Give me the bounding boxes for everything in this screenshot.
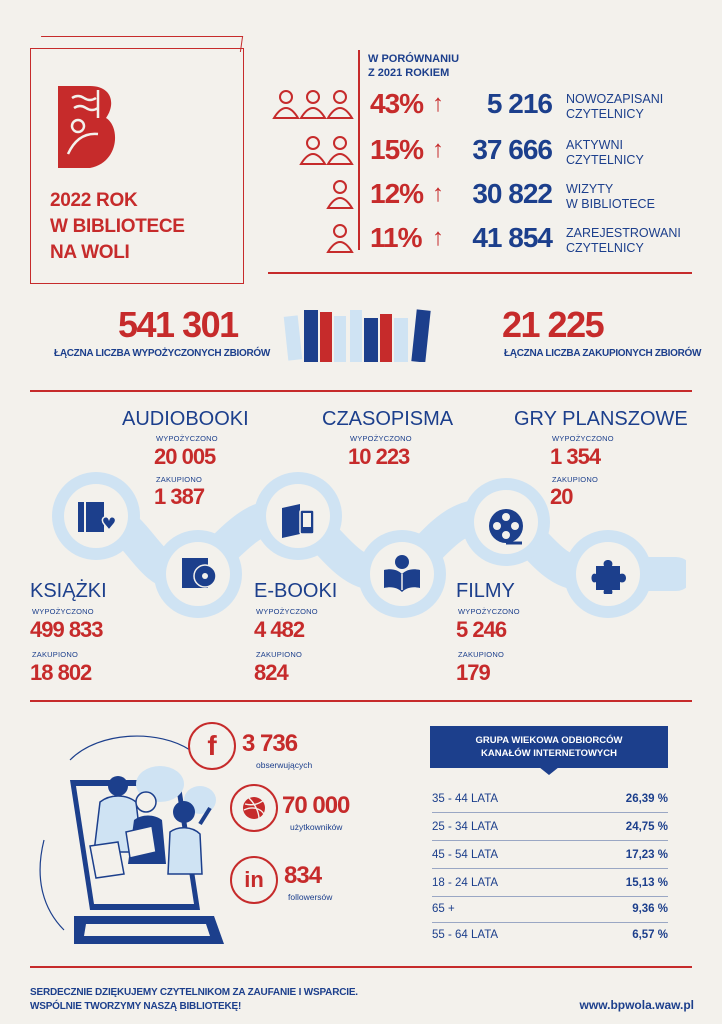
dribbble-users-value: 70 000 bbox=[282, 792, 350, 819]
footer-thanks bbox=[30, 986, 358, 1014]
category-title-board-games: GRY PLANSZOWE bbox=[514, 408, 688, 430]
category-title-films: FILMY bbox=[456, 580, 515, 602]
arrow-up-icon: ↑ bbox=[432, 136, 444, 163]
age-group: 55 - 64 LATA bbox=[432, 929, 499, 941]
comparison-percent: 12% bbox=[370, 178, 424, 209]
ebooks-borrowed-value: 4 482 bbox=[254, 617, 305, 642]
comparison-label-line: CZYTELNICY bbox=[566, 107, 644, 121]
magazines-borrowed-value: 10 223 bbox=[348, 444, 410, 469]
comparison-label-line: WIZYTY bbox=[566, 182, 614, 196]
age-group: 18 - 24 LATA bbox=[432, 877, 499, 889]
borrowed-label: WYPOŻYCZONO bbox=[256, 607, 318, 616]
age-table-heading bbox=[430, 726, 668, 768]
facebook-followers-value: 3 736 bbox=[242, 730, 298, 757]
table-row bbox=[432, 842, 668, 869]
category-chain bbox=[36, 470, 686, 620]
comparison-label bbox=[566, 138, 706, 168]
purchased-label: ZAKUPIONO bbox=[156, 475, 202, 484]
linkedin-badge[interactable] bbox=[230, 856, 278, 904]
comparison-value: 41 854 bbox=[472, 222, 552, 253]
purchased-label: ZAKUPIONO bbox=[256, 650, 302, 659]
linkedin-followers-label: followersów bbox=[288, 892, 333, 902]
age-group: 65 + bbox=[432, 903, 455, 915]
comparison-label-line: CZYTELNICY bbox=[566, 153, 644, 167]
age-share: 15,13 % bbox=[625, 877, 668, 889]
age-group: 25 - 34 LATA bbox=[432, 821, 499, 833]
intro-title-line: NA WOLI bbox=[50, 242, 130, 263]
board-games-purchased-value: 20 bbox=[550, 484, 573, 509]
intro-title-line: 2022 ROK bbox=[50, 190, 138, 211]
comparison-percent: 43% bbox=[370, 88, 424, 119]
table-row bbox=[432, 870, 668, 897]
age-table-heading-line: GRUPA WIEKOWA ODBIORCÓW bbox=[475, 735, 623, 746]
age-share: 9,36 % bbox=[632, 903, 668, 915]
comparison-label-line: AKTYWNI bbox=[566, 138, 623, 152]
purchased-total-value: 21 225 bbox=[502, 304, 604, 345]
section-divider bbox=[268, 272, 692, 274]
comparison-label bbox=[566, 226, 706, 256]
purchased-label: ZAKUPIONO bbox=[552, 475, 598, 484]
intro-title-line: W BIBLIOTECE bbox=[50, 216, 185, 237]
dribbble-icon bbox=[241, 795, 267, 821]
comparison-row bbox=[270, 134, 710, 174]
reader-with-book-icon bbox=[382, 552, 422, 592]
books-illustration bbox=[282, 306, 446, 362]
borrowed-label: WYPOŻYCZONO bbox=[458, 607, 520, 616]
comparison-label-line: NOWOZAPISANI bbox=[566, 92, 664, 106]
category-title-audiobooks: AUDIOBOOKI bbox=[122, 408, 249, 430]
linkedin-followers-value: 834 bbox=[284, 862, 322, 889]
borrowed-label: WYPOŻYCZONO bbox=[156, 434, 218, 443]
section-divider bbox=[30, 966, 692, 968]
comparison-row bbox=[270, 178, 710, 218]
intro-title bbox=[50, 188, 230, 266]
comparison-heading-line: Z 2021 ROKIEM bbox=[368, 67, 450, 79]
category-title-books: KSIĄŻKI bbox=[30, 580, 107, 602]
people-icon bbox=[270, 88, 356, 124]
age-share: 24,75 % bbox=[625, 821, 668, 833]
library-logo bbox=[54, 84, 120, 170]
table-row bbox=[432, 896, 668, 923]
age-share: 17,23 % bbox=[625, 849, 668, 861]
book-heart-icon bbox=[76, 498, 116, 538]
footer-thanks-line: SERDECZNIE DZIĘKUJEMY CZYTELNIKOM ZA ZAUFANIE I WSPARCIE. bbox=[30, 987, 358, 998]
film-reel-icon bbox=[486, 506, 526, 546]
section-divider bbox=[30, 700, 692, 702]
books-borrowed-value: 499 833 bbox=[30, 617, 103, 642]
table-row bbox=[432, 786, 668, 813]
borrowed-label: WYPOŻYCZONO bbox=[32, 607, 94, 616]
comparison-value: 37 666 bbox=[472, 134, 552, 165]
comparison-label-line: ZAREJESTROWANI bbox=[566, 226, 681, 240]
age-table-pointer bbox=[539, 767, 559, 775]
comparison-heading-line: W PORÓWNANIU bbox=[368, 53, 460, 65]
films-borrowed-value: 5 246 bbox=[456, 617, 507, 642]
table-row bbox=[432, 922, 668, 949]
age-table-heading-line: KANAŁÓW INTERNETOWYCH bbox=[481, 748, 617, 759]
cd-case-icon bbox=[178, 554, 218, 594]
comparison-row bbox=[270, 222, 710, 262]
comparison-heading bbox=[368, 52, 459, 80]
puzzle-piece-icon bbox=[590, 554, 630, 594]
age-share: 6,57 % bbox=[632, 929, 668, 941]
comparison-value: 5 216 bbox=[486, 88, 552, 119]
board-games-borrowed-value: 1 354 bbox=[550, 444, 601, 469]
linkedin-icon: in bbox=[244, 867, 264, 892]
borrowed-total-label: ŁĄCZNA LICZBA WYPOŻYCZONYCH ZBIORÓW bbox=[54, 348, 270, 359]
comparison-label-line: W BIBLIOTECE bbox=[566, 197, 655, 211]
purchased-label: ZAKUPIONO bbox=[32, 650, 78, 659]
arrow-up-icon: ↑ bbox=[432, 224, 444, 251]
comparison-percent: 15% bbox=[370, 134, 424, 165]
audiobooks-borrowed-value: 20 005 bbox=[154, 444, 216, 469]
age-group: 45 - 54 LATA bbox=[432, 849, 499, 861]
comparison-value: 30 822 bbox=[472, 178, 552, 209]
person-icon bbox=[270, 178, 356, 214]
ebooks-purchased-value: 824 bbox=[254, 660, 288, 685]
borrowed-total-value: 541 301 bbox=[118, 304, 238, 345]
website-link[interactable]: www.bpwola.waw.pl bbox=[579, 998, 694, 1012]
comparison-row bbox=[270, 88, 710, 128]
dribbble-users-label: użytkowników bbox=[290, 822, 343, 832]
dribbble-badge[interactable] bbox=[230, 784, 278, 832]
facebook-followers-label: obserwujących bbox=[256, 760, 313, 770]
comparison-label-line: CZYTELNICY bbox=[566, 241, 644, 255]
purchased-total-label: ŁĄCZNA LICZBA ZAKUPIONYCH ZBIORÓW bbox=[504, 348, 702, 359]
footer-thanks-line: WSPÓLNIE TWORZYMY NASZĄ BIBLIOTEKĘ! bbox=[30, 1001, 242, 1012]
books-purchased-value: 18 802 bbox=[30, 660, 92, 685]
audiobooks-purchased-value: 1 387 bbox=[154, 484, 205, 509]
person-icon bbox=[270, 222, 356, 258]
arrow-up-icon: ↑ bbox=[432, 90, 444, 117]
age-group: 35 - 44 LATA bbox=[432, 793, 499, 805]
table-row bbox=[432, 814, 668, 841]
comparison-percent: 11% bbox=[370, 222, 422, 253]
borrowed-label: WYPOŻYCZONO bbox=[350, 434, 412, 443]
borrowed-label: WYPOŻYCZONO bbox=[552, 434, 614, 443]
category-title-magazines: CZASOPISMA bbox=[322, 408, 454, 430]
age-share: 26,39 % bbox=[625, 793, 668, 805]
people-icon bbox=[270, 134, 356, 170]
ebook-reader-icon bbox=[280, 500, 320, 540]
purchased-label: ZAKUPIONO bbox=[458, 650, 504, 659]
arrow-up-icon: ↑ bbox=[432, 180, 444, 207]
facebook-badge[interactable] bbox=[188, 722, 236, 770]
films-purchased-value: 179 bbox=[456, 660, 490, 685]
category-title-ebooks: E-BOOKI bbox=[254, 580, 338, 602]
section-divider bbox=[30, 390, 692, 392]
comparison-label bbox=[566, 182, 706, 212]
facebook-icon: f bbox=[207, 730, 217, 761]
comparison-label bbox=[566, 92, 706, 122]
